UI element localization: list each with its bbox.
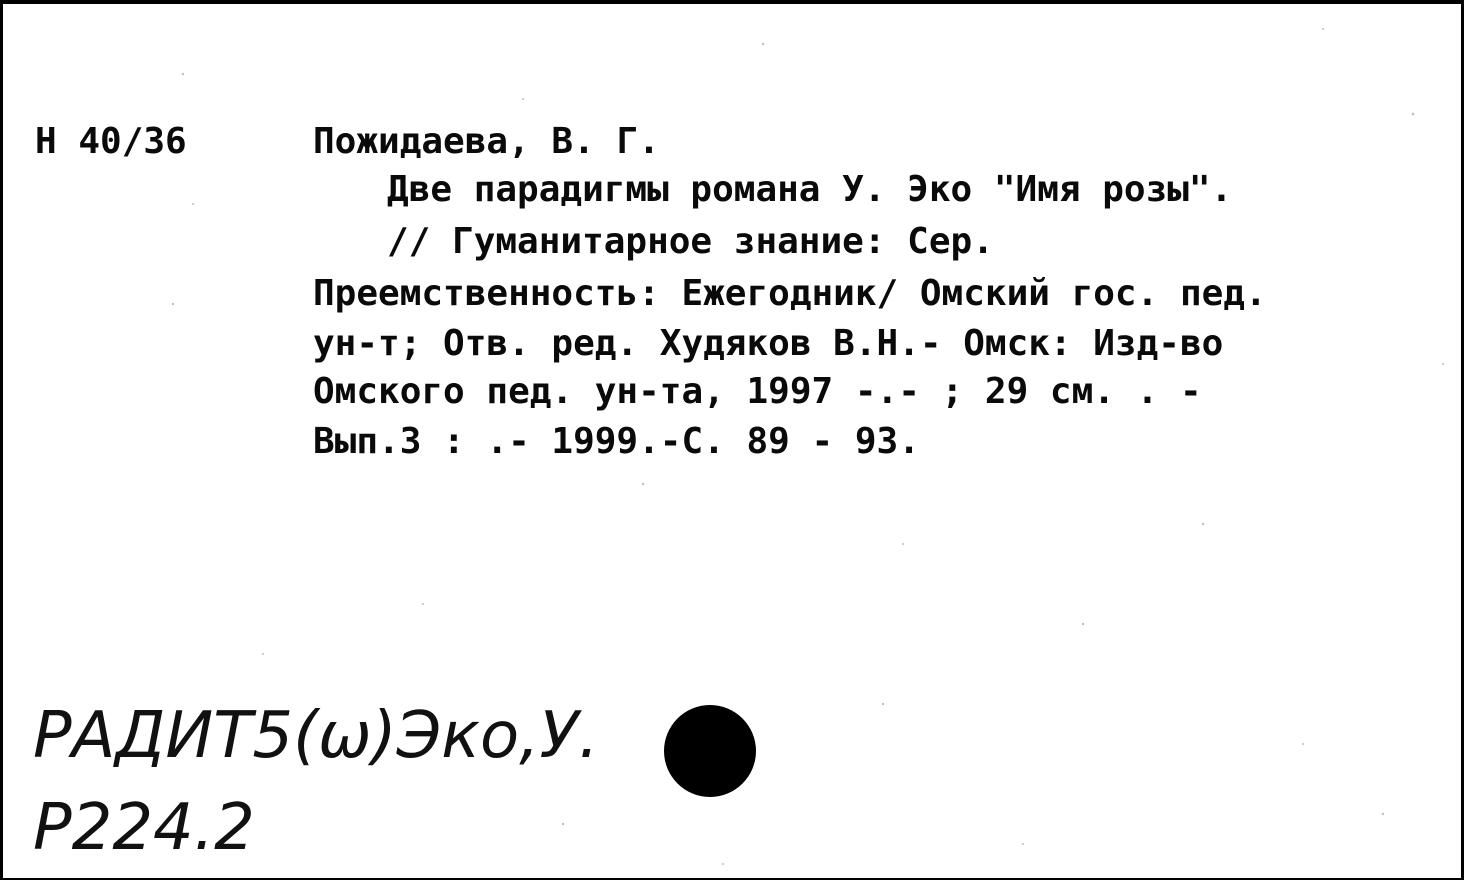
handwritten-code: Р224.2 — [33, 791, 255, 865]
entry-imprint-line: Омского пед. ун-та, 1997 -.- ; 29 см. . - — [313, 371, 1202, 412]
call-number: Н 40/36 — [35, 121, 187, 162]
entry-series-line: // Гуманитарное знание: Сер. — [387, 221, 994, 262]
entry-publisher-line: Преемственность: Ежегодник/ Омский гос. пед. — [313, 273, 1267, 314]
entry-editor-line: ун-т; Отв. ред. Худяков В.Н.- Омск: Изд-во — [313, 323, 1224, 364]
handwritten-classification: РАДИТ5(ω)Эко,У. — [33, 699, 599, 773]
entry-author: Пожидаева, В. Г. — [313, 121, 660, 162]
entry-title-line: Две парадигмы романа У. Эко "Имя розы". — [387, 169, 1233, 210]
entry-pages-line: Вып.3 : .- 1999.-С. 89 - 93. — [313, 421, 920, 462]
punch-hole — [664, 705, 756, 797]
